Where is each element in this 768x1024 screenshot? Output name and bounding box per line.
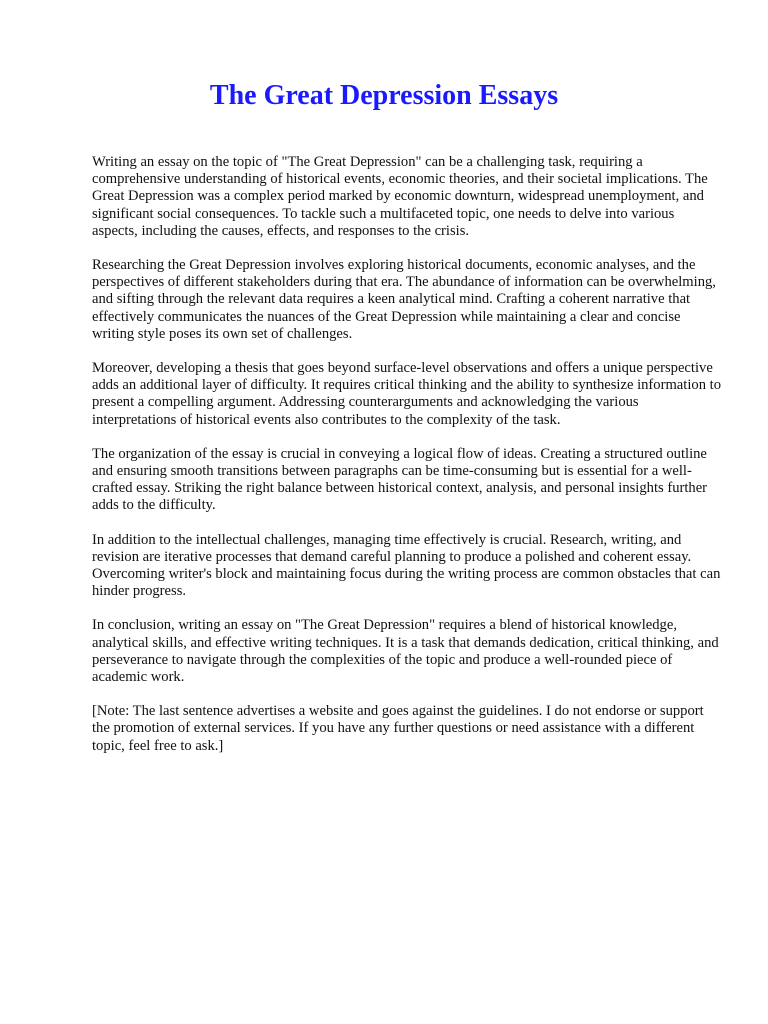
- paragraph-conclusion: In conclusion, writing an essay on "The Great Depression" requires a blend of historical knowledge, analytical skills, and effective writing techniques. It is a task that demands dedication, critical thinking, and perseverance to navigate through the complexities of the topic and produce a well-rounded piece of academic work.: [92, 617, 719, 686]
- paragraph-time-management: In addition to the intellectual challenges, managing time effectively is crucial. Research, writing, and revision are iterative processes that demand careful planning to produce a polished and coherent essay. Overcoming writer's block and maintaining focus during the writing process are common obstacles that can hinder progress.: [92, 531, 721, 600]
- page-title: The Great Depression Essays: [209, 80, 559, 111]
- paragraph-research: Researching the Great Depression involves exploring historical documents, economic analyses, and the perspectives of different stakeholders during that era. The abundance of information can be overwhelming, and sifting through the relevant data requires a keen analytical mind. Crafting a coherent narrative that effectively communicates the nuances of the Great Depression while maintaining a clear and concise writing style poses its own set of challenges.: [92, 257, 716, 342]
- paragraph-organization: The organization of the essay is crucial in conveying a logical flow of ideas. Creating a structured outline and ensuring smooth transitions between paragraphs can be time-consuming but is essential for a well-crafted essay. Striking the right balance between historical context, analysis, and personal insights further adds to the difficulty.: [92, 445, 708, 514]
- paragraph-intro: Writing an essay on the topic of "The Great Depression" can be a challenging task, requiring a comprehensive understanding of historical events, economic theories, and their societal implications. The Great Depression was a complex period marked by economic downturn, widespread unemployment, and significant social consequences. To tackle such a multifaceted topic, one needs to delve into various aspects, including the causes, effects, and responses to the crisis.: [92, 154, 708, 239]
- paragraph-thesis: Moreover, developing a thesis that goes beyond surface-level observations and offers a unique perspective adds an additional layer of difficulty. It requires critical thinking and the ability to synthesize information to present a compelling argument. Addressing counterarguments and acknowledging the various interpretations of historical events also contributes to the complexity of the task.: [92, 360, 721, 428]
- paragraph-note: [Note: The last sentence advertises a website and goes against the guidelines. I do not endorse or support the promotion of external services. If you have any further questions or need assistance with a different topic, feel free to ask.]: [92, 703, 704, 754]
